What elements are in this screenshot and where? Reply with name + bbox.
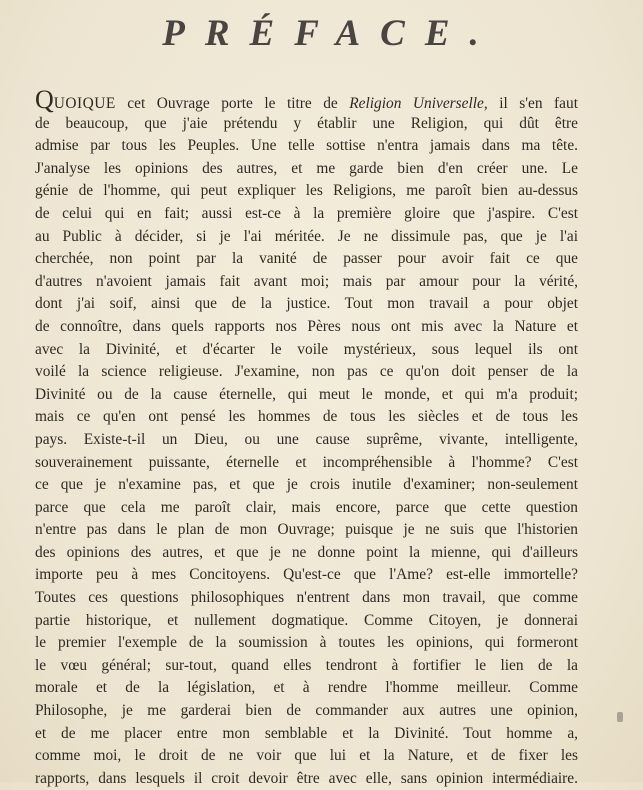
text-line: ce que je n'examine pas, et que je crois inutile d'examiner; non-seulement	[35, 476, 578, 494]
text-line: Divinité ou de la cause éternelle, qui meut le monde, et qui m'a produit;	[35, 385, 578, 403]
text-line: mais ce qu'en ont pensé les hommes de tous les siècles et de tous les	[35, 408, 578, 426]
text-line: souverainement puissante, éternelle et incompréhensible à l'homme? C'est	[35, 453, 578, 471]
text-line: de celui qui en fait; aussi est-ce à la première gloire que j'aspire. C'est	[35, 204, 578, 222]
text-line: morale et de la législation, et à rendre l'homme meilleur. Comme	[35, 679, 578, 697]
text-line: pays. Existe-t-il un Dieu, ou une cause suprême, vivante, intelligente,	[35, 430, 578, 448]
margin-ink-mark	[617, 712, 623, 722]
text-line: Toutes ces questions philosophiques n'entrent dans mon travail, que comme	[35, 589, 578, 607]
text-line: cherchée, non point par la vanité de passer pour avoir fait ce que	[35, 250, 578, 268]
page-title: PRÉFACE.	[162, 13, 499, 54]
text-line-1	[35, 85, 578, 114]
text-line: et de me placer entre mon semblable et la Divinité. Tout homme a,	[35, 724, 578, 742]
text-line: des opinions des autres, et que je ne donne point la mienne, qui d'ailleurs	[35, 543, 578, 561]
preface-body	[35, 85, 578, 790]
text-line: voilé la science religieuse. J'examine, non pas ce qu'on doit penser de la	[35, 363, 578, 381]
text-line: admise par tous les Peuples. Une telle sottise n'entra jamais dans ma tête.	[35, 137, 578, 155]
text-line: Philosophe, je me garderai bien de commander aux autres une opinion,	[35, 702, 578, 720]
text-segment: cet Ouvrage porte le titre de	[115, 95, 350, 112]
text-line: génie de l'homme, qui peut expliquer les Religions, me paroît bien au-dessus	[35, 182, 578, 200]
text-line: rapports, dans lesquels il croit devoir être avec elle, sans opinion intermédiaire.	[35, 769, 578, 787]
text-line: de beaucoup, que j'aie prétendu y établir une Religion, qui dût être	[35, 114, 578, 132]
book-title-italic: Religion Universelle	[349, 95, 484, 112]
text-line: avec la Divinité, et d'écarter le voile mystérieux, sous lequel ils ont	[35, 340, 578, 358]
text-line: d'autres n'avoient jamais fait avant moi; mais par amour pour la vérité,	[35, 272, 578, 290]
text-line: n'entre pas dans le plan de mon Ouvrage; puisque je ne suis que l'historien	[35, 521, 578, 539]
drop-cap: Q	[35, 85, 54, 114]
text-line: le vœu général; sur-tout, quand elles tendront à fortifier le lien de la	[35, 656, 578, 674]
text-line: parce que cela me paroît clair, mais encore, parce que cette question	[35, 498, 578, 516]
text-line: importe peu à mes Concitoyens. Qu'est-ce que l'Ame? est-elle immortelle?	[35, 566, 578, 584]
text-line: partie historique, et nullement dogmatique. Comme Citoyen, je donnerai	[35, 611, 578, 629]
text-segment: , il s'en faut	[483, 95, 578, 112]
text-line: J'analyse les opinions des autres, et me garde bien d'en créer une. Le	[35, 159, 578, 177]
small-caps-word: UOIQUE	[53, 95, 116, 112]
text-line: au Public à décider, si je l'ai méritée. Je ne dissimule pas, que je l'ai	[35, 227, 578, 245]
text-line: comme moi, le droit de ne voir que lui et la Nature, et de fixer les	[35, 747, 578, 765]
text-line: de connoître, dans quels rapports nos Pères nous ont mis avec la Nature et	[35, 317, 578, 335]
text-lines	[35, 113, 578, 790]
text-line: dont j'ai soif, ainsi que de la justice. Tout mon travail a pour objet	[35, 295, 578, 313]
text-line: le premier l'exemple de la soumission à toutes les opinions, qui formeront	[35, 634, 578, 652]
